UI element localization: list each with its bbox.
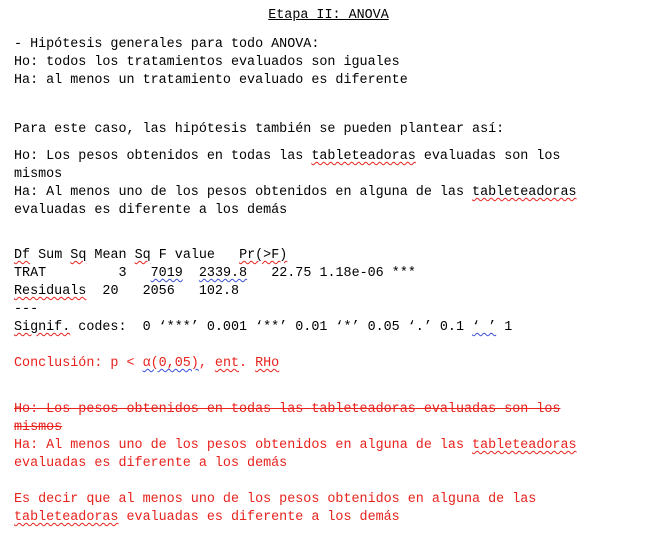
conclusion-text-c: . <box>239 356 256 371</box>
anova-header-sumsq: Sum Sq <box>38 248 87 263</box>
case-ho-text-a: Ho: Los pesos obtenidos en todas las <box>14 149 312 164</box>
anova-trat-f: 22.75 <box>271 266 312 281</box>
anova-trat-sumsq: 7019 <box>150 266 183 281</box>
anova-signif-label: Signif. <box>14 320 71 335</box>
page-title: Etapa II: ANOVA <box>268 8 389 23</box>
final-decir-line2 <box>14 509 400 526</box>
conclusion-rho: RHo <box>255 356 280 371</box>
anova-header-pr: Pr(>F) <box>239 248 288 263</box>
general-hypotheses-intro: - Hipótesis generales para todo ANOVA: <box>14 37 320 52</box>
anova-separator: --- <box>14 302 39 317</box>
case-intro: Para este caso, las hipótesis también se pueden plantear así: <box>14 122 505 137</box>
final-decir-word: tableteadoras <box>14 510 119 525</box>
anova-row-trat <box>14 265 416 282</box>
final-ho-line1-struck <box>14 401 560 418</box>
anova-header-df: Df <box>14 248 31 263</box>
final-ho-text-a: Ho: Los pesos obtenidos en todas las <box>14 402 312 417</box>
anova-row-residuals <box>14 283 239 300</box>
general-ha: Ha: al menos un tratamiento evaluado es diferente <box>14 73 408 88</box>
case-ha-line2: evaluadas es diferente a los demás <box>14 203 288 218</box>
final-ho-text-b: evaluadas son los <box>415 402 561 417</box>
conclusion-ent: ent <box>214 356 240 371</box>
anova-signif-end: 1 <box>496 320 513 335</box>
anova-header-meansq: Mean Sq <box>94 248 151 263</box>
case-ho-word: tableteadoras <box>311 149 416 164</box>
conclusion-text-b: , <box>198 356 215 371</box>
final-decir-rest: evaluadas es diferente a los demás <box>118 510 400 525</box>
final-ho-word: tableteadoras <box>311 402 416 417</box>
anova-signif-last: ‘ ’ <box>472 320 497 335</box>
case-ho-text-b: evaluadas son los <box>415 149 561 164</box>
conclusion-alpha: α(0,05) <box>142 356 199 371</box>
conclusion-text-a: Conclusión: p < <box>14 356 143 371</box>
anova-header-f: F value <box>158 248 215 263</box>
case-ha-line1 <box>14 184 577 201</box>
anova-trat-meansq: 2339.8 <box>198 266 248 281</box>
case-ho-line1 <box>14 148 560 165</box>
final-ha-line1 <box>14 437 577 454</box>
anova-res-label: Residuals <box>14 284 87 299</box>
case-ho-line2: mismos <box>14 167 63 182</box>
anova-signif-codes: codes: 0 ‘***’ 0.001 ‘**’ 0.01 ‘*’ 0.05 ‘.’ 0.1 <box>70 320 473 335</box>
anova-res-df: 20 <box>102 284 119 299</box>
final-decir-line1: Es decir que al menos uno de los pesos obtenidos en alguna de las <box>14 492 537 507</box>
conclusion <box>14 355 279 372</box>
anova-signif <box>14 319 512 336</box>
anova-trat-label: TRAT <box>14 266 47 281</box>
anova-res-meansq: 102.8 <box>198 284 240 299</box>
anova-header <box>14 247 287 264</box>
case-ha-word: tableteadoras <box>472 185 577 200</box>
case-ha-text-a: Ha: Al menos uno de los pesos obtenidos en alguna de las <box>14 185 473 200</box>
final-ho-line2-struck: mismos <box>14 420 63 435</box>
final-ha-text-a: Ha: Al menos uno de los pesos obtenidos en alguna de las <box>14 438 473 453</box>
anova-res-sumsq: 2056 <box>142 284 175 299</box>
final-ha-word: tableteadoras <box>472 438 577 453</box>
general-ho: Ho: todos los tratamientos evaluados son iguales <box>14 55 400 70</box>
anova-trat-stars: *** <box>391 266 416 281</box>
final-ha-line2: evaluadas es diferente a los demás <box>14 456 288 471</box>
anova-trat-p: 1.18e-06 <box>319 266 384 281</box>
anova-trat-df: 3 <box>118 266 127 281</box>
